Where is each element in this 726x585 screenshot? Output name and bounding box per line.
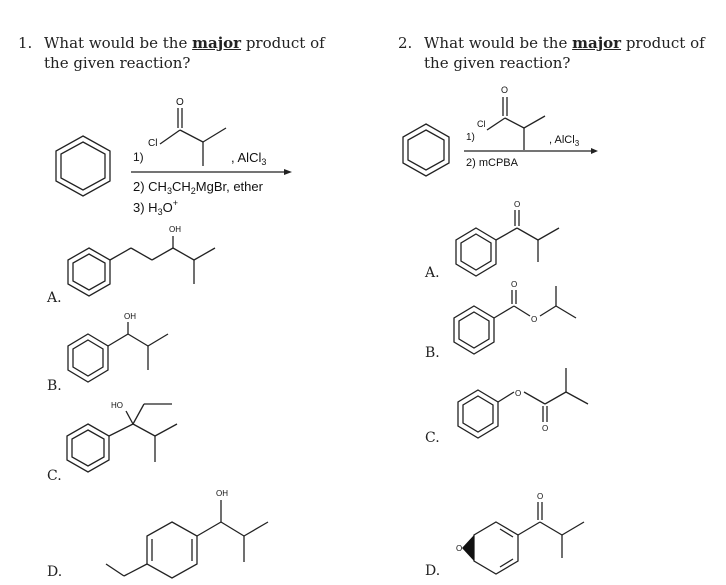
q2-b-ester-o: O — [531, 315, 538, 324]
q2-step1: 1) — [466, 132, 475, 143]
question-2-number: 2. — [398, 34, 413, 52]
q1-a-oh: OH — [169, 225, 181, 234]
q2-option-b-structure[interactable] — [454, 280, 576, 354]
q1-reaction-arrow — [131, 169, 292, 175]
q2-b-carbonyl-o: O — [511, 280, 518, 289]
q2-reaction-arrow — [464, 148, 598, 154]
q1-option-a-structure[interactable] — [68, 225, 215, 296]
question-1-number: 1. — [18, 34, 33, 52]
q1-option-c-label[interactable]: C. — [47, 468, 62, 484]
q2-acyl-chloride-reagent — [477, 85, 545, 150]
q1-option-b-structure[interactable] — [68, 312, 168, 382]
q2-d-epoxide-o: O — [456, 544, 463, 553]
q1-option-a-label[interactable]: A. — [47, 290, 62, 306]
q1-step3: 3) $H_3O^+$ — [133, 198, 178, 217]
q1-option-d-structure[interactable] — [106, 489, 268, 578]
q1-cl-label: Cl — [148, 138, 158, 149]
q2-option-c-label[interactable]: C. — [425, 430, 440, 446]
q1-step2: 2) $CH_3CH_2MgBr$, ether — [133, 179, 263, 196]
q1-d-oh: OH — [216, 489, 228, 498]
q1-b-oh: OH — [124, 312, 136, 321]
q1-acyl-chloride-reagent — [148, 97, 226, 166]
q2-benzene-reactant — [403, 124, 449, 176]
q1-alcl3: , AlCl$_3$ — [231, 150, 267, 167]
q1-step1: 1) — [133, 150, 144, 164]
q1-benzene-reactant — [56, 136, 110, 196]
q1-option-c-structure[interactable] — [67, 401, 177, 472]
q2-option-d-label[interactable]: D. — [425, 563, 441, 579]
q2-alcl3: , AlCl$_3$ — [549, 134, 580, 148]
q1-option-b-label[interactable]: B. — [47, 378, 62, 394]
q2-step2: 2) mCPBA — [466, 157, 518, 169]
q2-o-label: O — [501, 85, 509, 95]
q2-c-carbonyl-o: O — [542, 424, 549, 433]
q2-option-c-structure[interactable] — [458, 368, 588, 438]
question-1-emphasis: major — [192, 34, 242, 52]
q1-c-ho: HO — [111, 401, 123, 410]
q1-o-label: O — [176, 97, 184, 108]
q1-option-d-label[interactable]: D. — [47, 564, 63, 580]
question-1-text: What would be the major product of the given reaction? — [44, 34, 325, 72]
question-2-emphasis: major — [572, 34, 622, 52]
q2-option-d-structure[interactable] — [456, 492, 584, 574]
q2-a-o: O — [514, 200, 521, 209]
q2-option-a-structure[interactable] — [456, 200, 559, 276]
q2-d-carbonyl-o: O — [537, 492, 544, 501]
q2-cl-label: Cl — [477, 119, 486, 129]
q2-option-a-label[interactable]: A. — [425, 265, 440, 281]
q2-c-ester-o: O — [515, 389, 522, 398]
question-2-text: What would be the major product of the given reaction? — [424, 34, 705, 72]
q2-option-b-label[interactable]: B. — [425, 345, 440, 361]
